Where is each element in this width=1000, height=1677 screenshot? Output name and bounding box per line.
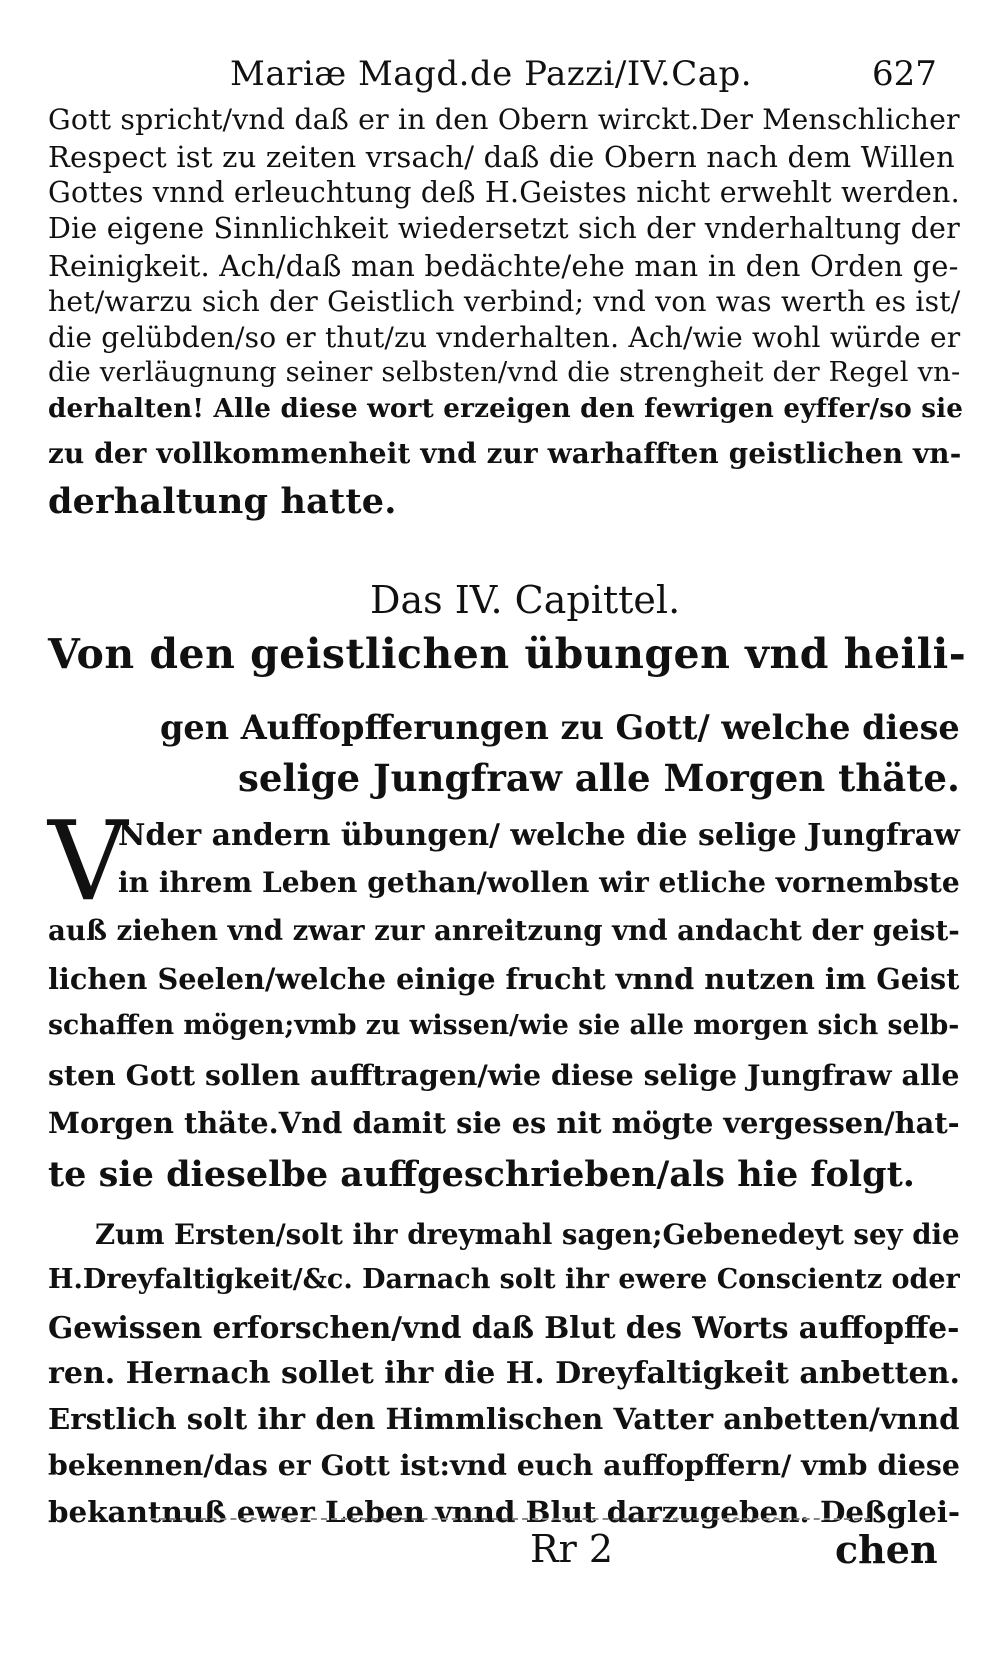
chapter-title-line: selige Jungfraw alle Morgen thäte. [238, 756, 960, 800]
text-line: die gelübden/so er thut/zu vnderhalten. Ach/wie wohl würde er [48, 321, 961, 354]
chapter-title-line: gen Auffopfferungen zu Gott/ welche diese [160, 708, 960, 747]
text-line: Gott spricht/vnd daß er in den Obern wirckt.Der Menschlicher [48, 103, 960, 136]
text-line: Zum Ersten/solt ihr dreymahl sagen;Gebenedeyt sey die [95, 1218, 960, 1251]
drop-cap: V [48, 797, 128, 925]
running-head: Mariæ Magd.de Pazzi/IV.Cap. [230, 54, 753, 94]
chapter-label: Das IV. Capittel. [370, 578, 681, 622]
text-line: derhaltung hatte. [48, 481, 397, 522]
text-line: lichen Seelen/welche einige frucht vnnd nutzen im Geist [48, 962, 960, 996]
text-line: zu der vollkommenheit vnd zur warhafften geistlichen vn- [48, 437, 962, 470]
text-line: H.Dreyfaltigkeit/&c. Darnach solt ihr ewere Conscientz oder [48, 1264, 960, 1295]
text-line: derhalten! Alle diese wort erzeigen den fewrigen eyffer/so sie [48, 393, 964, 424]
text-line: sten Gott sollen aufftragen/wie diese selige Jungfraw alle [48, 1058, 960, 1092]
text-line: bekennen/das er Gott ist:vnd euch auffopffern/ vmb diese [48, 1448, 960, 1482]
text-line: te sie dieselbe auffgeschrieben/als hie folgt. [48, 1154, 915, 1195]
text-line: Gewissen erforschen/vnd daß Blut des Worts auffopffe- [48, 1310, 960, 1345]
print-rule [150, 1518, 870, 1520]
text-line: Nder andern übungen/ welche die selige Jungfraw [118, 818, 960, 853]
text-line: in ihrem Leben gethan/wollen wir etliche vornembste [118, 866, 960, 899]
text-line: Gottes vnnd erleuchtung deß H.Geistes nicht erwehlt werden. [48, 176, 960, 209]
text-line: Respect ist zu zeiten vrsach/ daß die Obern nach dem Willen [48, 140, 955, 174]
text-line: het/warzu sich der Geistlich verbind; vnd von was werth es ist/ [48, 285, 961, 318]
text-line: schaffen mögen;vmb zu wissen/wie sie alle morgen sich selb- [48, 1010, 960, 1041]
text-line: Die eigene Sinnlichkeit wiedersetzt sich der vnderhaltung der [48, 212, 960, 245]
text-line: Reinigkeit. Ach/daß man bedächte/ehe man in den Orden ge- [48, 249, 959, 283]
text-line: auß ziehen vnd zwar zur anreitzung vnd andacht der geist- [48, 914, 960, 947]
text-line: Erstlich solt ihr den Himmlischen Vatter anbetten/vnnd [48, 1402, 960, 1436]
signature-mark: Rr 2 [530, 1527, 614, 1571]
text-line: die verläugnung seiner selbsten/vnd die strengheit der Regel vn- [48, 357, 961, 388]
text-line: ren. Hernach sollet ihr die H. Dreyfaltigkeit anbetten. [48, 1356, 960, 1391]
text-line: Morgen thäte.Vnd damit sie es nit mögte vergessen/hat- [48, 1106, 960, 1140]
page-number: 627 [872, 54, 937, 94]
text-line: bekantnuß ewer Leben vnnd Blut darzugeben. Deßglei- [48, 1494, 961, 1529]
catchword: chen [835, 1527, 938, 1572]
chapter-title: Von den geistlichen übungen vnd heili- [48, 630, 967, 678]
